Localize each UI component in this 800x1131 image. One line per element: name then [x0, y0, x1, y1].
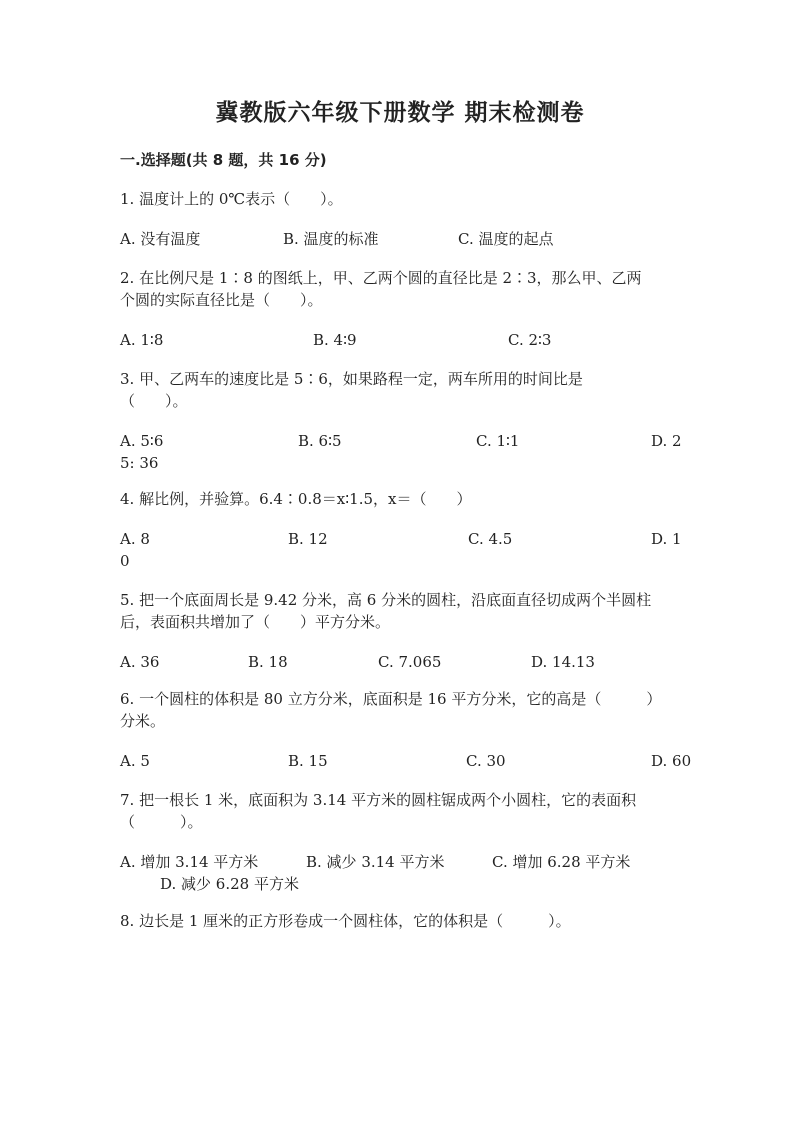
- option-d: D. 1: [651, 530, 682, 548]
- option-a: A. 5∶6: [120, 432, 164, 450]
- option-c: C. 增加 6.28 平方米: [492, 853, 631, 871]
- question-2-options: [120, 329, 680, 351]
- option-b: B. 4∶9: [313, 331, 357, 349]
- option-d: D. 60: [651, 752, 692, 770]
- page-title: 冀教版六年级下册数学 期末检测卷: [215, 100, 585, 126]
- question-2-stem-line-1: 2. 在比例尺是 1∶8 的图纸上，甲、乙两个圆的直径比是 2∶3，那么甲、乙两: [120, 269, 642, 287]
- question-7: [120, 789, 680, 895]
- question-8: [120, 910, 680, 932]
- option-d-wrap: 0: [120, 552, 130, 570]
- option-c: C. 2∶3: [508, 331, 552, 349]
- question-7-stem-line-2: （ ）。: [120, 813, 203, 831]
- option-b: B. 6∶5: [298, 432, 342, 450]
- question-3-stem-line-2: （ ）。: [120, 392, 188, 410]
- question-3-stem-line-1: 3. 甲、乙两车的速度比是 5∶6，如果路程一定，两车所用的时间比是: [120, 370, 583, 388]
- question-6-options: [120, 750, 692, 772]
- option-a: A. 没有温度: [120, 230, 201, 248]
- section-heading: 一.选择题(共 8 题，共 16 分): [120, 151, 327, 169]
- option-c: C. 30: [466, 752, 506, 770]
- question-1-stem: 1. 温度计上的 0℃表示（ ）。: [120, 190, 343, 208]
- option-c: C. 4.5: [468, 530, 513, 548]
- question-6: [120, 688, 692, 772]
- option-b: B. 15: [288, 752, 328, 770]
- question-2-stem-line-2: 个圆的实际直径比是（ ）。: [120, 291, 323, 309]
- option-a: A. 8: [120, 530, 150, 548]
- option-c: C. 温度的起点: [458, 230, 554, 248]
- question-3-options: [120, 430, 680, 474]
- option-a: A. 增加 3.14 平方米: [120, 853, 259, 871]
- question-5: [120, 589, 680, 673]
- question-6-stem-line-2: 分米。: [120, 712, 166, 730]
- option-d-wrap: 5: 36: [120, 454, 159, 472]
- option-d: D. 减少 6.28 平方米: [160, 875, 299, 893]
- option-d: D. 14.13: [531, 653, 595, 671]
- option-b: B. 温度的标准: [283, 230, 379, 248]
- question-3: [120, 368, 680, 474]
- option-a: A. 36: [120, 653, 160, 671]
- question-4-options: [120, 528, 680, 572]
- question-4: [120, 488, 680, 572]
- question-4-stem: 4. 解比例，并验算。6.4∶0.8＝x∶1.5，x＝（ ）: [120, 490, 472, 508]
- question-8-stem: 8. 边长是 1 厘米的正方形卷成一个圆柱体，它的体积是（ ）。: [120, 912, 571, 930]
- question-6-stem-line-1: 6. 一个圆柱的体积是 80 立方分米，底面积是 16 平方分米，它的高是（ ）: [120, 690, 662, 708]
- question-7-options: [120, 851, 680, 895]
- question-5-stem-line-1: 5. 把一个底面周长是 9.42 分米，高 6 分米的圆柱，沿底面直径切成两个半圆柱: [120, 591, 652, 609]
- option-a: A. 5: [120, 752, 150, 770]
- question-5-options: [120, 651, 680, 673]
- question-1-options: [120, 228, 680, 250]
- question-1: [120, 188, 680, 250]
- option-a: A. 1∶8: [120, 331, 164, 349]
- question-7-stem-line-1: 7. 把一根长 1 米，底面积为 3.14 平方米的圆柱锯成两个小圆柱，它的表面积: [120, 791, 637, 809]
- question-2: [120, 267, 680, 351]
- option-b: B. 减少 3.14 平方米: [306, 853, 445, 871]
- option-c: C. 1∶1: [476, 432, 520, 450]
- option-b: B. 12: [288, 530, 328, 548]
- question-5-stem-line-2: 后，表面积共增加了（ ）平方分米。: [120, 613, 391, 631]
- option-d: D. 2: [651, 432, 682, 450]
- option-c: C. 7.065: [378, 653, 442, 671]
- option-b: B. 18: [248, 653, 288, 671]
